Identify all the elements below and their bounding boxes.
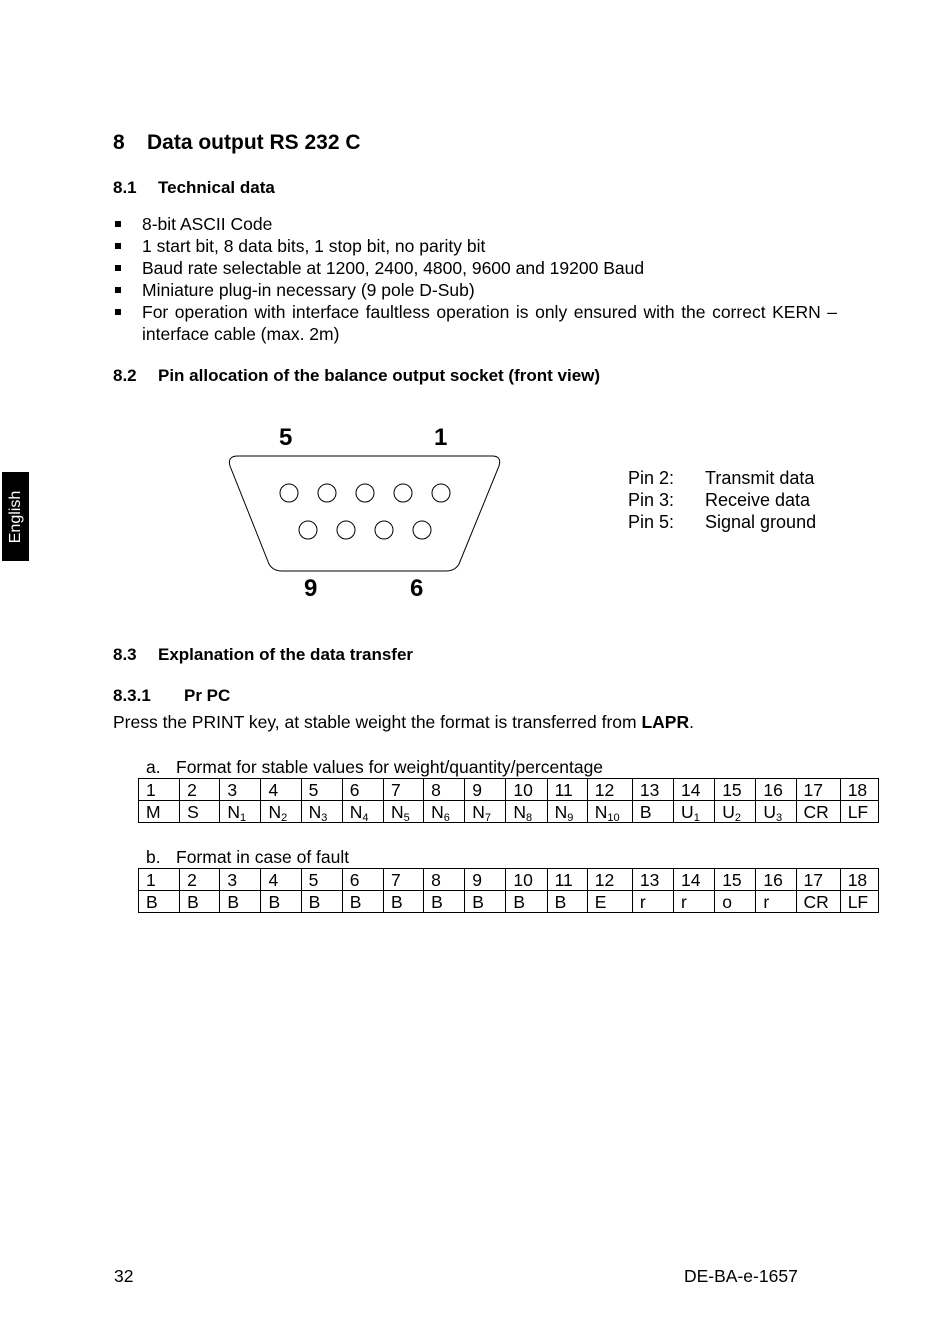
subsubsection-title: Pr PC [184,686,231,705]
connector-shell [229,456,499,571]
table-header-cell: 14 [674,779,715,801]
table-header-cell: 14 [674,869,715,891]
list-item: For operation with interface faultless operation is only ensured with the correct KERN – interface cable (max. 2m) [113,301,837,345]
table-cell: B [180,891,220,913]
list-item: Baud rate selectable at 1200, 2400, 4800, 9600 and 19200 Baud [113,257,837,279]
table-cell: LF [840,801,878,823]
table-cell: CR [796,801,840,823]
page-number: 32 [114,1266,134,1286]
subsection-number: 8.2 [113,366,137,385]
subsection-title: Technical data [158,178,275,197]
document-id: DE-BA-e-1657 [684,1266,798,1286]
format-table-fault [138,868,879,913]
table-cell: r [674,891,715,913]
pin-desc: Signal ground [705,512,817,532]
table-header-cell: 17 [796,779,840,801]
pin-hole [375,521,393,539]
section-title: Data output RS 232 C [147,131,361,154]
table-header-cell: 10 [506,869,547,891]
table-header-cell: 5 [301,869,342,891]
table-header-cell: 3 [220,869,261,891]
pin-hole [356,484,374,502]
table-header-cell: 7 [383,779,423,801]
section-heading [113,131,361,155]
pin-desc: Receive data [705,490,811,510]
print-key-paragraph [113,711,694,733]
subsection-heading-8-2 [113,366,600,386]
table-cell: $N_{10}$ [587,801,632,823]
table-cell: $U_2$ [715,801,756,823]
table-cell: B [632,801,673,823]
pin-label-5: 5 [279,424,293,451]
section-number: 8 [113,131,125,154]
list-item: 1 start bit, 8 data bits, 1 stop bit, no parity bit [113,235,837,257]
table-header-cell: 17 [796,869,840,891]
table-cell: B [465,891,506,913]
pin-hole [394,484,412,502]
table-cell: B [261,891,301,913]
table-header-cell: 6 [342,779,383,801]
table-cell: $N_7$ [465,801,506,823]
format-table-stable [138,778,879,823]
table-header-cell: 10 [506,779,547,801]
pin-row [628,467,816,489]
pin-row [628,511,816,533]
dsub-connector-diagram [220,450,510,580]
caption-text: Format in case of fault [176,847,350,867]
language-side-tab [2,472,29,561]
subsubsection-number: 8.3.1 [113,686,151,705]
table-b-caption [146,847,349,868]
table-row [139,801,879,823]
table-cell: B [424,891,465,913]
table-header-cell: 12 [587,779,632,801]
table-cell: $U_3$ [756,801,796,823]
paragraph-text: Press the PRINT key, at stable weight the format is transferred from [113,712,642,732]
language-label: English [6,490,24,543]
technical-data-list [113,213,837,345]
table-header-cell: 5 [301,779,342,801]
pin-row [628,489,816,511]
subsection-title: Explanation of the data transfer [158,645,414,664]
pin-hole [413,521,431,539]
table-header-cell: 8 [424,869,465,891]
table-header-cell: 1 [139,779,180,801]
table-cell: S [180,801,220,823]
subsection-heading-8-1 [113,178,275,198]
table-header-cell: 11 [547,779,587,801]
table-cell: $N_6$ [424,801,465,823]
table-header-cell: 13 [632,869,673,891]
table-header-cell: 7 [383,869,423,891]
pin-hole [299,521,317,539]
subsection-title: Pin allocation of the balance output socket (front view) [158,366,601,385]
table-header-row [139,869,879,891]
table-header-cell: 18 [840,869,878,891]
table-header-cell: 12 [587,869,632,891]
table-cell: o [715,891,756,913]
table-cell: LF [840,891,878,913]
table-cell: $N_8$ [506,801,547,823]
table-cell: B [383,891,423,913]
table-header-cell: 2 [180,869,220,891]
table-cell: B [506,891,547,913]
pin-hole [432,484,450,502]
subsection-number: 8.1 [113,178,137,197]
pin-desc: Transmit data [705,468,815,488]
pin-key: Pin 3: [628,490,675,510]
table-header-cell: 16 [756,869,796,891]
table-header-cell: 8 [424,779,465,801]
pin-label-9: 9 [304,575,318,602]
table-cell: $N_1$ [220,801,261,823]
table-cell: E [587,891,632,913]
pin-hole [337,521,355,539]
table-header-cell: 2 [180,779,220,801]
paragraph-text-end: . [689,712,694,732]
table-header-cell: 3 [220,779,261,801]
table-cell: $U_1$ [674,801,715,823]
table-header-cell: 4 [261,779,301,801]
table-header-cell: 16 [756,779,796,801]
table-cell: B [547,891,587,913]
table-header-cell: 6 [342,869,383,891]
subsubsection-heading-8-3-1 [113,686,230,706]
table-cell: r [756,891,796,913]
pin-hole [280,484,298,502]
table-header-cell: 15 [715,779,756,801]
table-cell: CR [796,891,840,913]
table-header-cell: 9 [465,869,506,891]
table-cell: B [342,891,383,913]
subsection-heading-8-3 [113,645,413,665]
paragraph-bold: LAPR [641,712,690,732]
table-header-cell: 4 [261,869,301,891]
table-cell: r [632,891,673,913]
table-cell: $N_3$ [301,801,342,823]
table-header-cell: 13 [632,779,673,801]
pin-key: Pin 5: [628,512,675,532]
table-cell: B [220,891,261,913]
pin-assignment-list [628,467,816,533]
table-cell: B [301,891,342,913]
pin-key: Pin 2: [628,468,675,488]
caption-label: b. [146,847,161,867]
table-header-cell: 15 [715,869,756,891]
pin-label-1: 1 [434,424,448,451]
table-cell: M [139,801,180,823]
pin-hole [318,484,336,502]
subsection-number: 8.3 [113,645,137,664]
table-cell: $N_5$ [383,801,423,823]
list-item: 8-bit ASCII Code [113,213,837,235]
table-header-cell: 18 [840,779,878,801]
table-header-row [139,779,879,801]
pin-label-6: 6 [410,575,424,602]
table-cell: $N_4$ [342,801,383,823]
caption-label: a. [146,757,161,777]
table-cell: $N_2$ [261,801,301,823]
table-header-cell: 11 [547,869,587,891]
table-cell: B [139,891,180,913]
table-cell: $N_9$ [547,801,587,823]
table-header-cell: 1 [139,869,180,891]
list-item: Miniature plug-in necessary (9 pole D-Sub) [113,279,837,301]
table-a-caption [146,757,603,778]
table-row [139,891,879,913]
caption-text: Format for stable values for weight/quantity/percentage [176,757,604,777]
table-header-cell: 9 [465,779,506,801]
